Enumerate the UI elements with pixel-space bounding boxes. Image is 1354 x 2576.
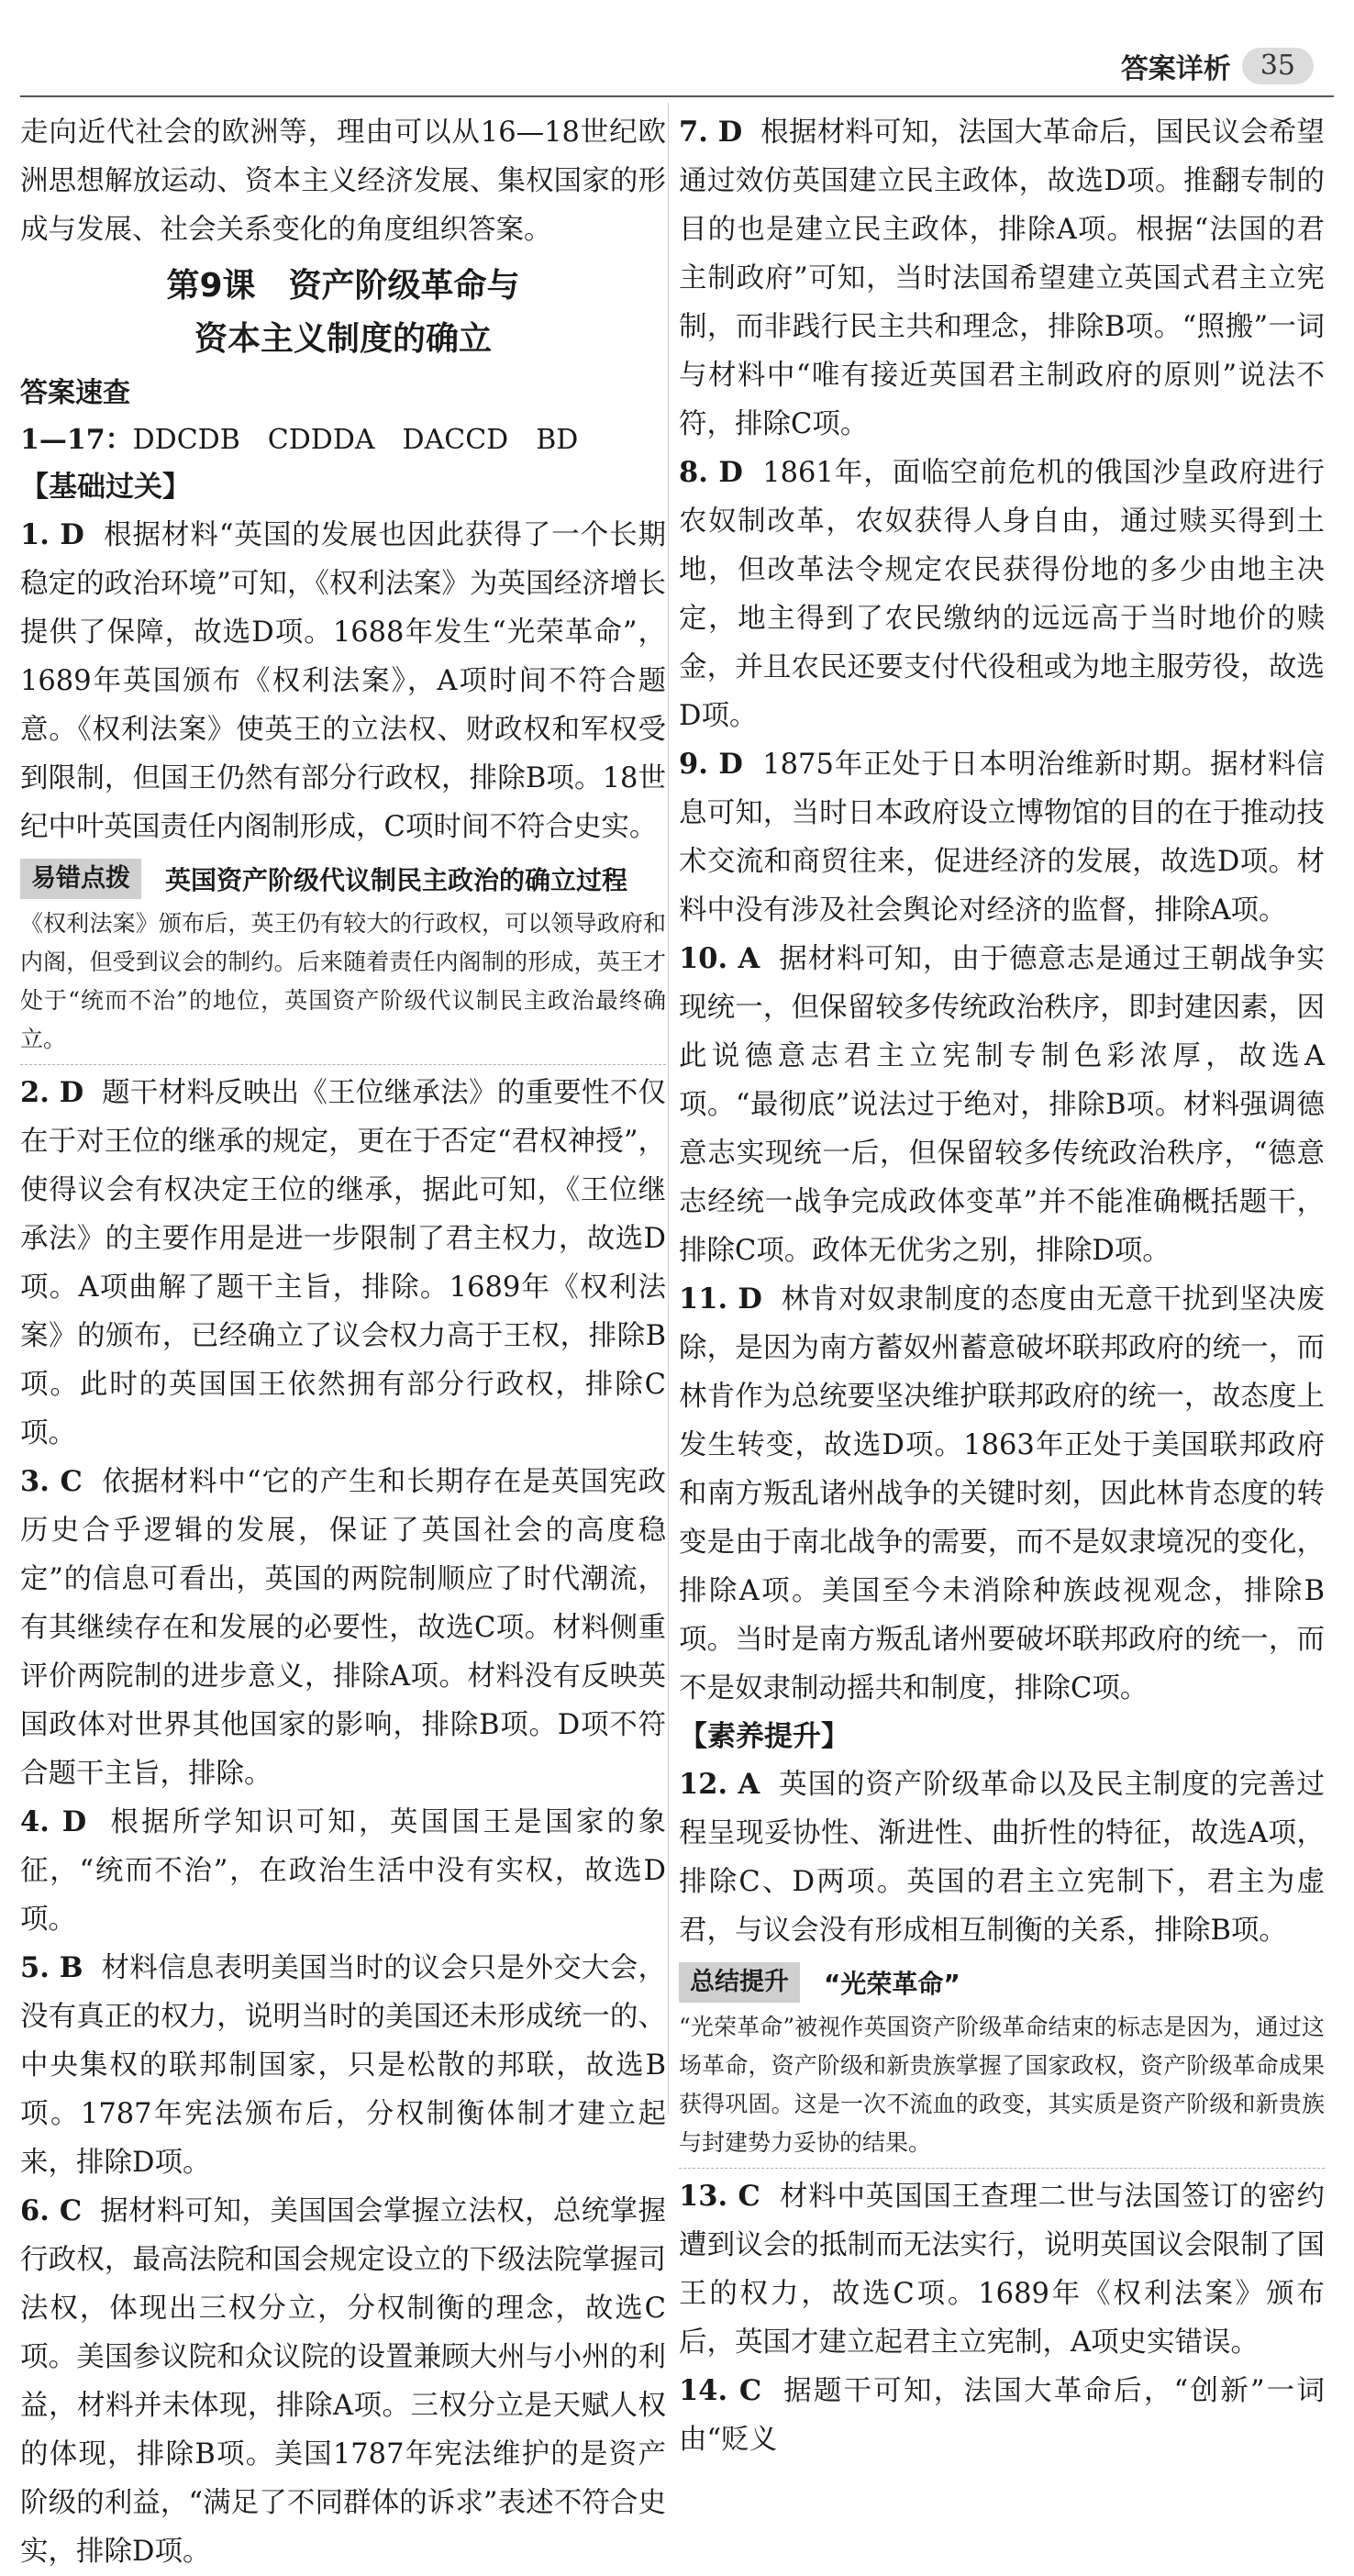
- question-number: 2. D: [20, 1076, 84, 1109]
- question-explanation: 材料信息表明美国当时的议会只是外交大会，没有真正的权力，说明当时的美国还未形成统一的、中央集权的联邦制国家，只是松散的邦联，故选B项。1787年宪法颁布后，分权制衡体制才建立起来，排除D项。: [20, 1952, 666, 2179]
- question-number: 14. C: [679, 2374, 762, 2407]
- question-4: [20, 1798, 666, 1944]
- question-10: [679, 935, 1325, 1275]
- lesson-title: [20, 260, 666, 366]
- question-number: 6. C: [20, 2194, 83, 2227]
- question-3: [20, 1458, 666, 1798]
- page-number: 35: [1242, 48, 1314, 84]
- question-explanation: 根据所学知识可知，英国国王是国家的象征，“统而不治”，在政治生活中没有实权，故选D项。: [20, 1806, 666, 1936]
- tip-badge: 总结提升: [679, 1962, 800, 2003]
- lesson-title-line-1: 第9课 资产阶级革命与: [166, 267, 520, 305]
- question-explanation: 依据材料中“它的产生和长期存在是英国宪政历史合乎逻辑的发展，保证了英国社会的高度稳定”的信息可看出，英国的两院制顺应了时代潮流，有其继续存在和发展的必要性，故选C项。材料侧重评价两院制的进步意义，排除A项。材料没有反映英国政体对世界其他国家的影响，排除B项。D项不符合题干主旨，排除。: [20, 1466, 667, 1790]
- question-explanation: 英国的资产阶级革命以及民主制度的完善过程呈现妥协性、渐进性、曲折性的特征，故选A项，排除C、D两项。英国的君主立宪制下，君主为虚君，与议会没有形成相互制衡的关系，排除B项。: [679, 1769, 1326, 1947]
- question-5: [20, 1944, 666, 2187]
- question-explanation: 据题干可知，法国大革命后，“创新”一词由“贬义: [679, 2375, 1326, 2456]
- right-column: [679, 108, 1325, 2464]
- question-explanation: 题干材料反映出《王位继承法》的重要性不仅在于对王位的继承的规定，更在于否定“君权神授”，使得议会有权决定王位的继承，据此可知，《王位继承法》的主要作用是进一步限制了君主权力，故选D项。A项曲解了题干主旨，排除。1689年《权利法案》的颁布，已经确立了议会权力高于王权，排除B项。此时的英国国王依然拥有部分行政权，排除C项。: [20, 1077, 667, 1449]
- page-header: [1121, 46, 1314, 86]
- tip-heading: [20, 859, 666, 899]
- left-column: [20, 108, 666, 2576]
- question-explanation: 1861年，面临空前危机的俄国沙皇政府进行农奴制改革，农奴获得人身自由，通过赎买得到土地，但改革法令规定农民获得份地的多少由地主决定，地主得到了农民缴纳的远远高于当时地价的赎金，并且农民还要支付代役租或为地主服劳役，故选D项。: [679, 457, 1325, 732]
- question-explanation: 林肯对奴隶制度的态度由无意干扰到坚决废除，是因为南方蓄奴州蓄意破坏联邦政府的统一，而林肯作为总统要坚决维护联邦政府的统一，故态度上发生转变，故选D项。1863年正处于美国联邦政府和南方叛乱诸州战争的关键时刻，因此林肯态度的转变是由于南北战争的需要，而不是奴隶境况的变化，排除A项。美国至今未消除种族歧视观念，排除B项。当时是南方叛乱诸州要破坏联邦政府的统一，而不是奴隶制动摇共和制度，排除C项。: [679, 1283, 1326, 1704]
- header-rule: [20, 95, 1334, 97]
- question-explanation: 根据材料“英国的发展也因此获得了一个长期稳定的政治环境”可知，《权利法案》为英国经济增长提供了保障，故选D项。1688年发生“光荣革命”，1689年英国颁布《权利法案》，A项时间不符合题意。《权利法案》使英王的立法权、财政权和军权受到限制，但国王仍然有部分行政权，排除B项。18世纪中叶英国责任内阁制形成，C项时间不符合史实。: [20, 519, 667, 843]
- tip-badge: 易错点拨: [20, 859, 141, 899]
- question-number: 13. C: [679, 2180, 760, 2213]
- question-number: 4. D: [20, 1805, 87, 1838]
- question-number: 3. C: [20, 1465, 83, 1498]
- question-explanation: 1875年正处于日本明治维新时期。据材料信息可知，当时日本政府设立博物馆的目的在于推动技术交流和商贸往来，促进经济的发展，故选D项。材料中没有涉及社会舆论对经济的监督，排除A项。: [679, 749, 1325, 927]
- question-explanation: 据材料可知，由于德意志是通过王朝战争实现统一，但保留较多传统政治秩序，即封建因素，因此说德意志君主立宪制专制色彩浓厚，故选A项。“最彻底”说法过于绝对，排除B项。材料强调德意志实现统一后，但保留较多传统政治秩序，“德意志经统一战争完成政体变革”并不能准确概括题干，排除C项。政体无优劣之别，排除D项。: [679, 943, 1326, 1267]
- tip-box-summary: [679, 1962, 1325, 2169]
- tip-title: 英国资产阶级代议制民主政治的确立过程: [165, 865, 628, 895]
- question-number: 7. D: [679, 116, 743, 149]
- question-11: [679, 1275, 1325, 1713]
- answers-heading: 答案速查: [20, 377, 130, 409]
- answer-key: [20, 417, 666, 463]
- question-number: 11. D: [679, 1282, 762, 1316]
- question-7: [679, 108, 1325, 449]
- tip-body: 《权利法案》颁布后，英王仍有较大的行政权，可以领导政府和内阁，但受到议会的制约。后来随着责任内阁制的形成，英王才处于“统而不治”的地位，英国资产阶级代议制民主政治最终确立。: [20, 910, 666, 1052]
- column-divider: [668, 103, 669, 2115]
- question-14: [679, 2367, 1325, 2464]
- answer-key-label: 1—17：: [20, 424, 133, 456]
- tip-body: “光荣革命”被视作英国资产阶级革命结束的标志是因为，通过这场革命，资产阶级和新贵族掌握了国家政权，资产阶级革命成果获得巩固。这是一次不流血的政变，其实质是资产阶级和新贵族与封建势力妥协的结果。: [679, 2014, 1325, 2156]
- answer-key-value: DDCDB CDDDA DACCD BD: [132, 424, 579, 456]
- question-12: [679, 1760, 1325, 1955]
- question-6: [20, 2187, 666, 2576]
- header-title: 答案详析: [1120, 53, 1231, 85]
- question-13: [679, 2172, 1325, 2367]
- question-explanation: 据材料可知，美国国会掌握立法权，总统掌握行政权，最高法院和国会规定设立的下级法院掌握司法权，体现出三权分立，分权制衡的理念，故选C项。美国参议院和众议院的设置兼顾大州与小州的利益，材料并未体现，排除A项。三权分立是天赋人权的体现，排除B项。美国1787年宪法维护的是资产阶级的利益，“满足了不同群体的诉求”表述不符合史实，排除D项。: [20, 2195, 667, 2568]
- question-number: 5. B: [20, 1951, 83, 1984]
- literacy-section-heading: 【素养提升】: [679, 1720, 849, 1753]
- question-number: 8. D: [679, 456, 743, 489]
- question-2: [20, 1069, 666, 1458]
- question-explanation: 材料中英国国王查理二世与法国签订的密约遭到议会的抵制而无法实行，说明英国议会限制了国王的权力，故选C项。1689年《权利法案》颁布后，英国才建立起君主立宪制，A项史实错误。: [679, 2181, 1326, 2359]
- question-number: 12. A: [679, 1768, 760, 1801]
- tip-heading: [679, 1962, 1325, 2003]
- tip-box-common-errors: [20, 859, 666, 1065]
- tip-title: “光荣革命”: [824, 1969, 960, 1999]
- question-1: [20, 511, 666, 851]
- intro-paragraph: 走向近代社会的欧洲等，理由可以从16—18世纪欧洲思想解放运动、资本主义经济发展、集权国家的形成与发展、社会关系变化的角度组织答案。: [20, 117, 666, 246]
- question-explanation: 根据材料可知，法国大革命后，国民议会希望通过效仿英国建立民主政体，故选D项。推翻专制的目的也是建立民主政体，排除A项。根据“法国的君主制政府”可知，当时法国希望建立英国式君主立宪制，而非践行民主共和理念，排除B项。“照搬”一词与材料中“唯有接近英国君主制政府的原则”说法不符，排除C项。: [679, 117, 1326, 440]
- question-8: [679, 449, 1325, 740]
- lesson-title-line-2: 资本主义制度的确立: [194, 320, 492, 358]
- question-number: 9. D: [679, 748, 743, 781]
- question-number: 10. A: [679, 942, 760, 975]
- basic-section-heading: 【基础过关】: [20, 471, 191, 504]
- question-9: [679, 740, 1325, 935]
- question-number: 1. D: [20, 518, 84, 551]
